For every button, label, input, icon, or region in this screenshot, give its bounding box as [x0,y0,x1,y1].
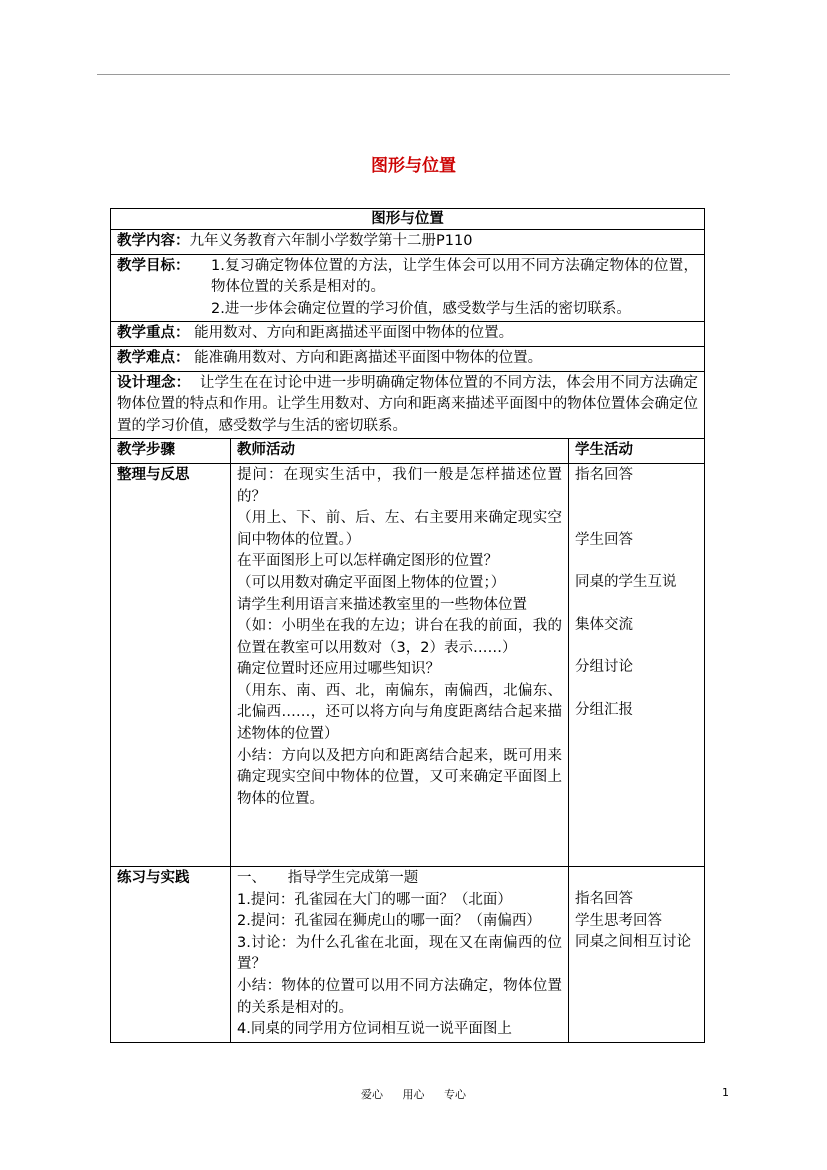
document-title: 图形与位置 [371,156,456,176]
step-row-practice [111,866,705,1042]
col-header-teacher: 教师活动 [231,439,569,464]
col-header-steps: 教学步骤 [111,439,231,464]
difficulty-label: 教学难点： [117,349,190,366]
student-line: 学生思考回答 [575,912,662,929]
student-line: 分组讨论 [575,659,633,676]
focus-label: 教学重点： [117,325,190,342]
teacher-line: 4.同桌的同学用方位词相互说一说平面图上 [237,1021,512,1038]
student-activity-practice [569,866,705,1042]
header-rule [97,74,730,75]
student-line: 同桌之间相互讨论 [575,934,691,951]
teacher-line: 确定位置时还应用过哪些知识？ [237,661,440,678]
teacher-line: 3.讨论：为什么孔雀在北面，现在又在南偏西的位置？ [237,934,562,973]
content-label: 教学内容： [117,233,190,249]
teacher-line: 1.提问：孔雀园在大门的哪一面？（北面） [237,891,512,908]
teacher-line: 小结：方向以及把方向和距离结合起来，既可用来确定现实空间中物体的位置，又可来确定平面图上物体的位置。 [237,747,562,807]
focus-cell [111,322,705,347]
difficulty-row [111,346,705,371]
focus-row [111,322,705,347]
page-number: 1 [722,1086,729,1099]
column-header-row [111,439,705,464]
objective-label: 教学目标： [117,257,190,274]
student-line: 学生回答 [575,531,633,548]
student-line: 分组汇报 [575,701,633,718]
teacher-activity-review [231,463,569,866]
objective-item-1: 1.复习确定物体位置的方法，让学生体会可以用不同方法确定物体的位置，物体位置的关系是相对的。 [211,257,698,296]
concept-label: 设计理念： [117,374,191,391]
teacher-line: （可以用数对确定平面图上物体的位置；） [237,574,506,591]
student-activity-review [569,463,705,866]
footer-item: 用心 [402,1088,425,1101]
teacher-line: 2.提问：孔雀园在狮虎山的哪一面？（南偏西） [237,913,541,930]
focus-text: 能用数对、方向和距离描述平面图中物体的位置。 [194,325,514,342]
teacher-activity-practice [231,866,569,1042]
teacher-line: （用上、下、前、后、左、右主要用来确定现实空间中物体的位置。） [237,510,562,548]
table-title-row [111,209,705,230]
content-cell [111,230,705,255]
teacher-line: 提问：在现实生活中，我们一般是怎样描述位置的？ [237,466,562,505]
concept-cell [111,371,705,439]
objective-row [111,254,705,322]
difficulty-cell [111,346,705,371]
objective-cell [111,254,705,322]
concept-text: 让学生在在讨论中进一步明确确定物体位置的不同方法，体会用不同方法确定物体位置的特点和作用。让学生用数对、方向和距离来描述平面图中的物体位置体会确定位置的学习价值，感受数学与生活的密切联系。 [117,374,699,434]
table-title: 图形与位置 [111,209,705,230]
student-line: 集体交流 [575,616,633,633]
teacher-line: 请学生利用语言来描述教室里的一些物体位置 [237,596,527,613]
teacher-line: （用东、南、西、北，南偏东，南偏西，北偏东、北偏西……，还可以将方向与角度距离结合起来描述物体的位置） [237,682,562,743]
student-line: 同桌的学生互说 [575,574,677,591]
footer-item: 爱心 [361,1088,383,1101]
teacher-line: 一、 指导学生完成第一题 [237,869,419,886]
objective-item-2: 2.进一步体会确定位置的学习价值，感受数学与生活的密切联系。 [211,300,631,317]
content-text: 九年义务教育六年制小学数学第十二册P110 [189,233,473,249]
teacher-line: 小结：物体的位置可以用不同方法确定，物体位置的关系是相对的。 [237,977,562,1016]
student-line: 指名回答 [575,890,633,907]
footer-motto [0,1086,827,1102]
content-row [111,230,705,255]
step-row-review [111,463,705,866]
difficulty-text: 能准确用数对、方向和距离描述平面图中物体的位置。 [194,349,543,366]
step-name-review: 整理与反思 [111,463,231,866]
lesson-plan-table [110,208,705,1043]
footer-item: 专心 [444,1088,466,1101]
col-header-student: 学生活动 [569,439,705,464]
step-name-practice: 练习与实践 [111,866,231,1042]
student-line: 指名回答 [575,466,633,483]
teacher-line: 在平面图形上可以怎样确定图形的位置？ [237,553,498,570]
teacher-line: （如：小明坐在我的左边；讲台在我的前面，我的位置在教室可以用数对（3，2）表示……） [237,618,562,656]
concept-row [111,371,705,439]
